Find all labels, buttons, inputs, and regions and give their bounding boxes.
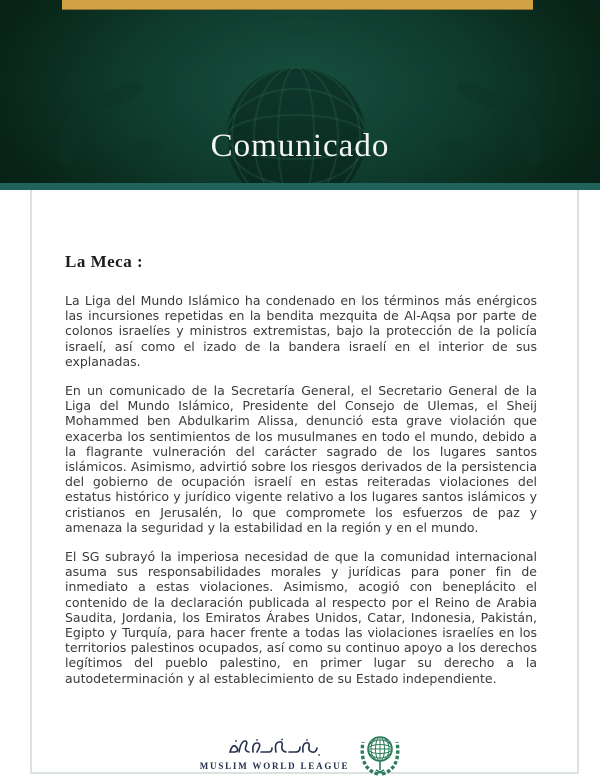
header-banner [0, 0, 600, 183]
mwl-wordmark: MUSLIM WORLD LEAGUE [199, 760, 350, 771]
mwl-arabic-calligraphy-icon [227, 737, 323, 757]
gold-accent-bar [62, 0, 533, 10]
mwl-logo-text [200, 737, 350, 771]
page-title: Comunicado [210, 128, 390, 164]
paragraph-3: El SG subrayó la imperiosa necesidad de que la comunidad internacional asuma sus responsabilidades morales y jurídicas para poner fin de inmediato a estas violaciones. Asimismo, acogió con beneplácito el contenido de la declaración publicada al respecto por el Reino de Arabia Saudita, Jordania, los Emiratos Árabes Unidos, Catar, Indonesia, Pakistán, Egipto y Turquía, para hacer frente a todas las violaciones israelíes en los territorios palestinos ocupados, así como su continuo apoyo a los derechos legítimos del pueblo palestino, en primer lugar su derecho a la autodeterminación y al establecimiento de su Estado independiente. [65, 549, 537, 686]
location-heading: La Meca : [65, 252, 144, 271]
mwl-logo [65, 730, 537, 778]
mwl-emblem-icon [358, 730, 402, 778]
paragraph-1: La Liga del Mundo Islámico ha condenado en los términos más enérgicos las incursiones repetidas en la bendita mezquita de Al-Aqsa por parte de colonos israelíes y ministros extremistas, bajo la protección de la policía israelí, así como el izado de la bandera israelí en el interior de sus explanadas. [65, 293, 537, 369]
teal-divider-bar [0, 183, 600, 190]
communique-body [0, 190, 600, 778]
paragraph-2: En un comunicado de la Secretaría General, el Secretario General de la Liga del Mundo Islámico, Presidente del Consejo de Ulemas, el Sheij Mohammed ben Abdulkarim Alissa, denunció esta grave violación que exacerba los sentimientos de los musulmanes en todo el mundo, debido a la flagrante vulneración del carácter sagrado de los lugares santos islámicos. Asimismo, advirtió sobre los riesgos derivados de la persistencia del gobierno de ocupación israelí en estas reiteradas violaciones del estatus histórico y jurídico vigente relativo a los lugares santos islámicos y cristianos en Jerusalén, lo que compromete los esfuerzos de paz y amenaza la seguridad y la estabilidad en la región y en el mundo. [65, 383, 537, 535]
